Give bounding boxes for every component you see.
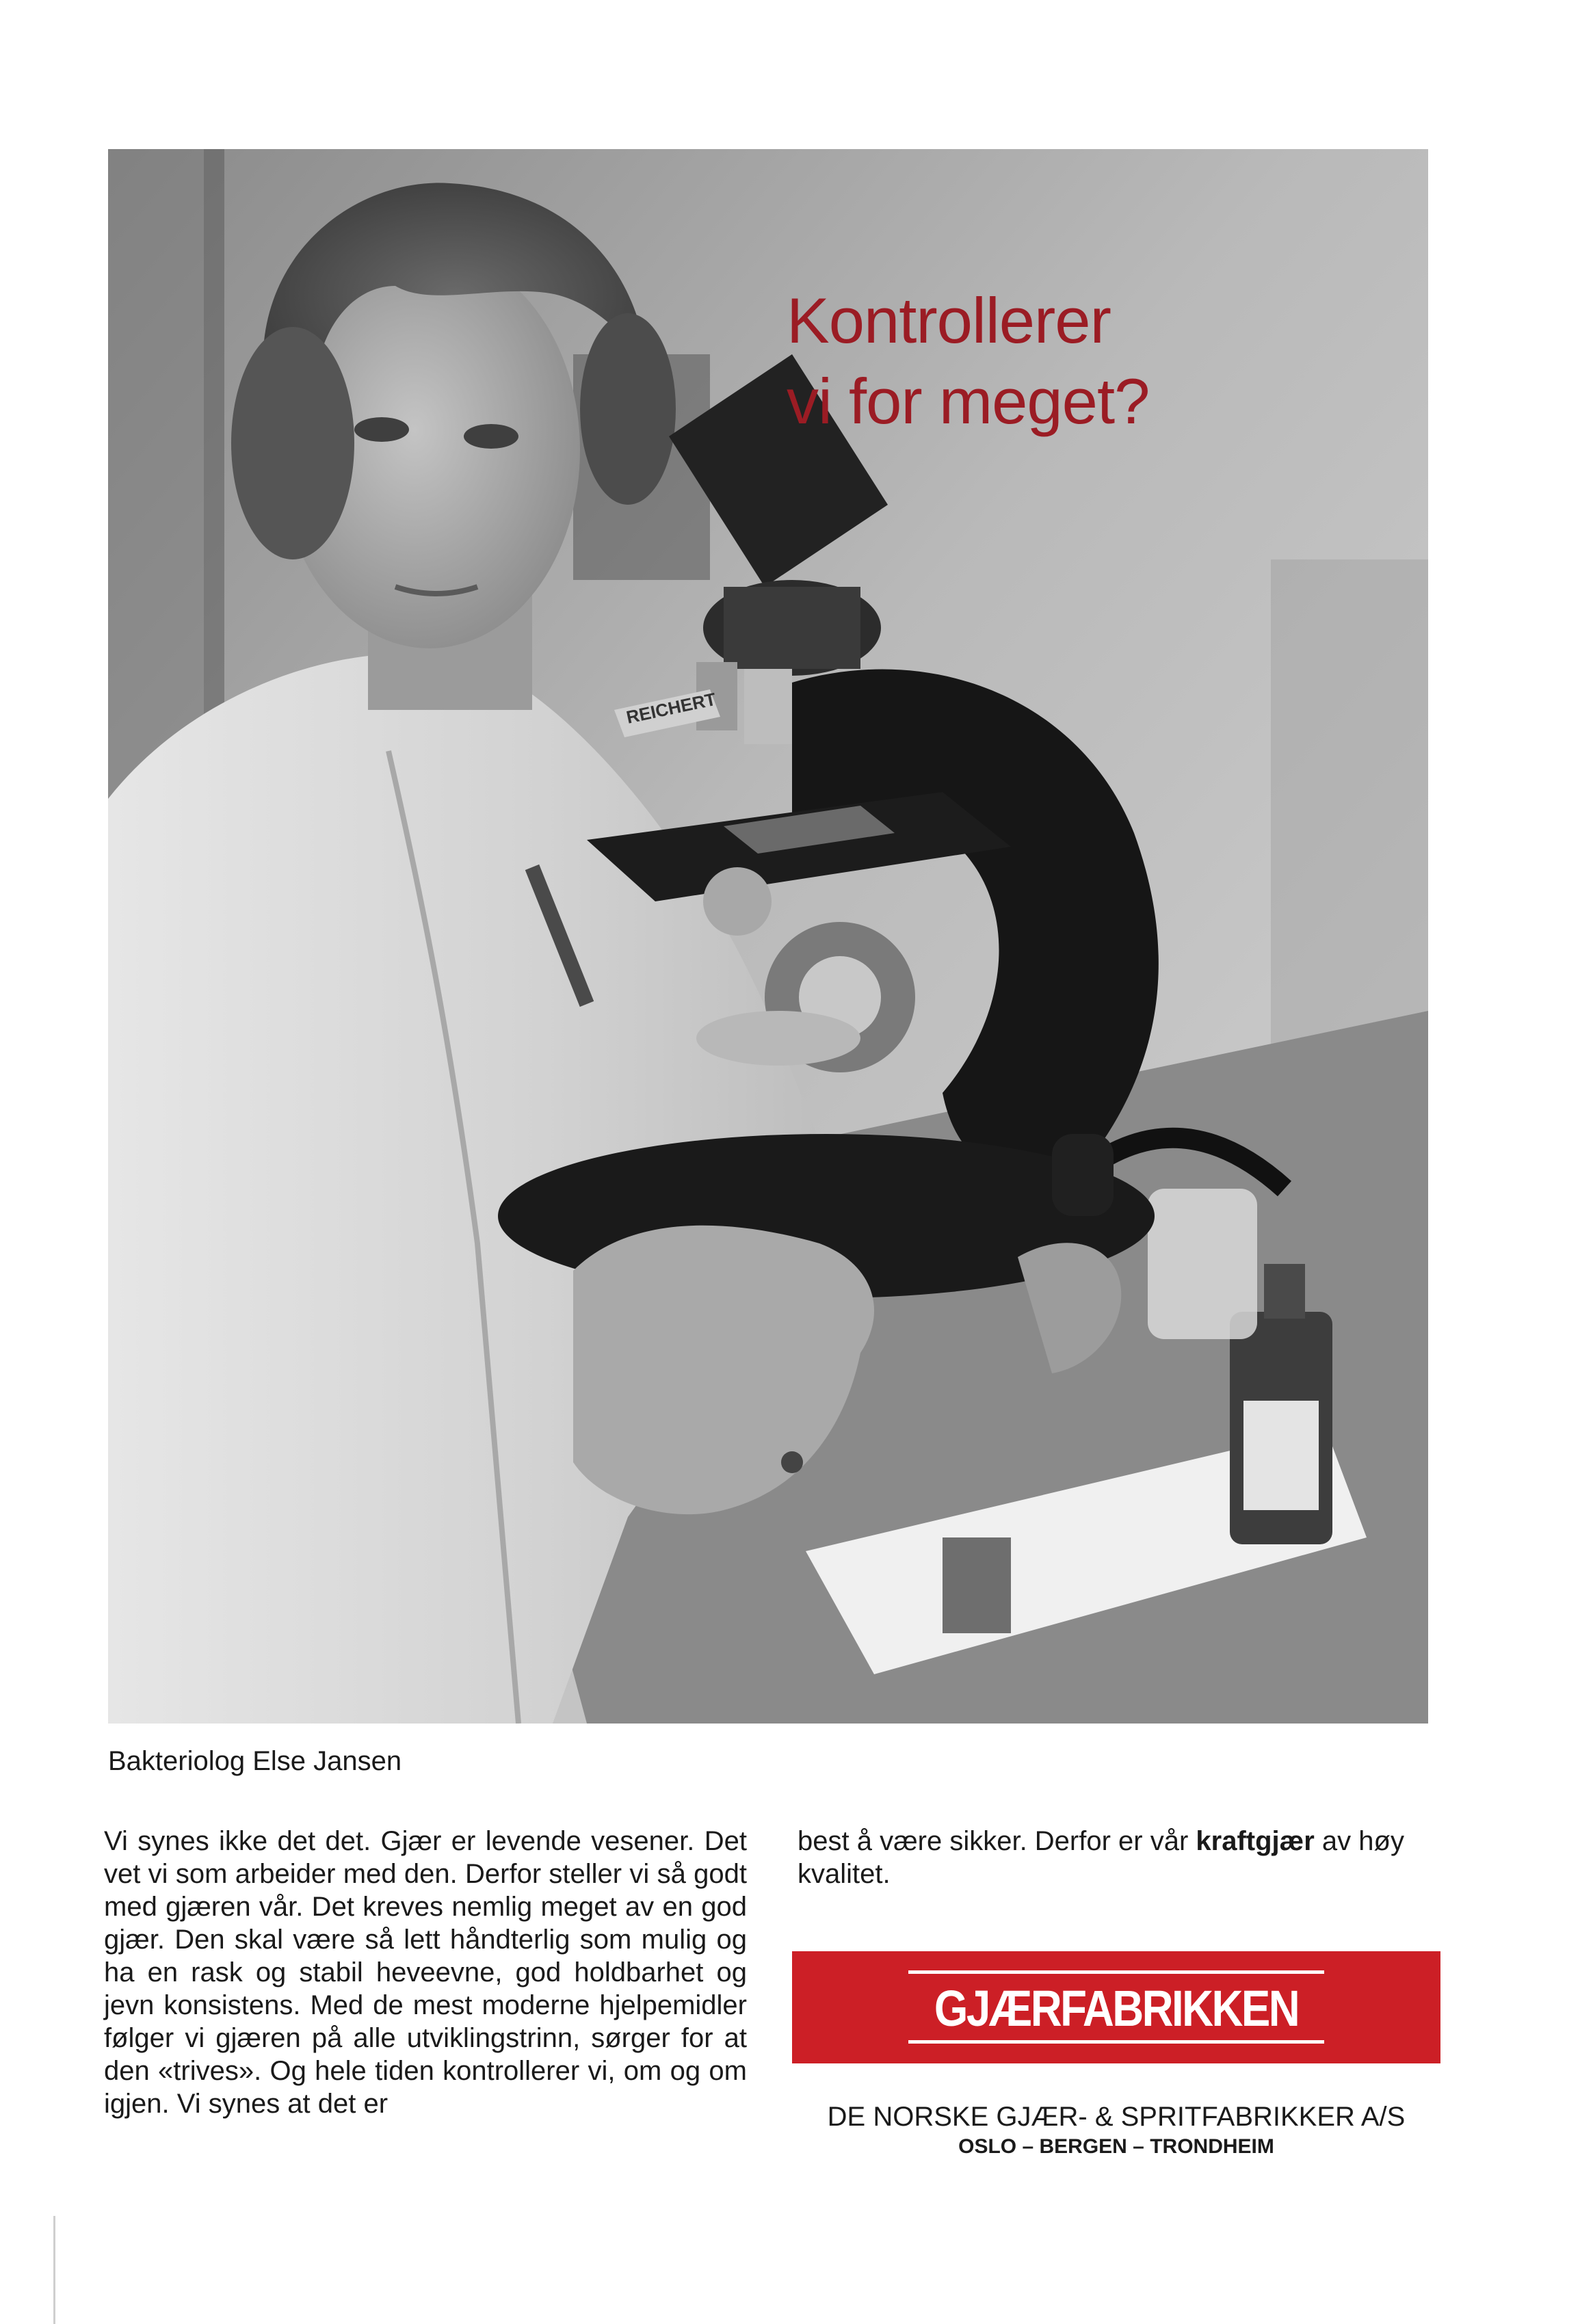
- company-name: DE NORSKE GJÆR- & SPRITFABRIKKER A/S: [827, 2102, 1406, 2132]
- margin-mark: [53, 2216, 55, 2324]
- body-text-right-bold: kraftgjær: [1196, 1826, 1315, 1856]
- body-text-right-end: av høy kvalitet.: [798, 1826, 1404, 1889]
- microscope-brand-label: REICHERT: [624, 688, 718, 728]
- headline-line-1: Kontrollerer: [787, 285, 1111, 356]
- body-text-right-start: best å være sikker. Derfor er vår: [798, 1826, 1196, 1856]
- brand-rule-top: [908, 1970, 1324, 1974]
- headline: [787, 280, 1402, 442]
- headline-line-2: vi for meget?: [787, 365, 1150, 437]
- brand-rule-bottom: [908, 2040, 1324, 2044]
- company-cities: OSLO – BERGEN – TRONDHEIM: [958, 2135, 1274, 2158]
- body-text-right: [798, 1825, 1440, 1890]
- photo-caption: Bakteriolog Else Jansen: [108, 1746, 402, 1776]
- brand-name: GJÆRFABRIKKEN: [934, 1980, 1299, 2037]
- body-text-left: Vi synes ikke det det. Gjær er levende vesener. Det vet vi som arbeider med den. Derfor steller vi så godt med gjæren vår. Det kreves nemlig meget av en god gjær. Den skal være så lett håndterlig som mulig og ha en rask og stabil heveevne, god holdbarhet og jevn konsistens. Med de mest moderne hjelpemidler følger vi gjæren på alle utviklingstrinn, sørger for at den «trives». Og hele tiden kontrollerer vi, om og om igjen. Vi synes at det er: [104, 1826, 747, 2119]
- brand-logo-box: [792, 1951, 1440, 2063]
